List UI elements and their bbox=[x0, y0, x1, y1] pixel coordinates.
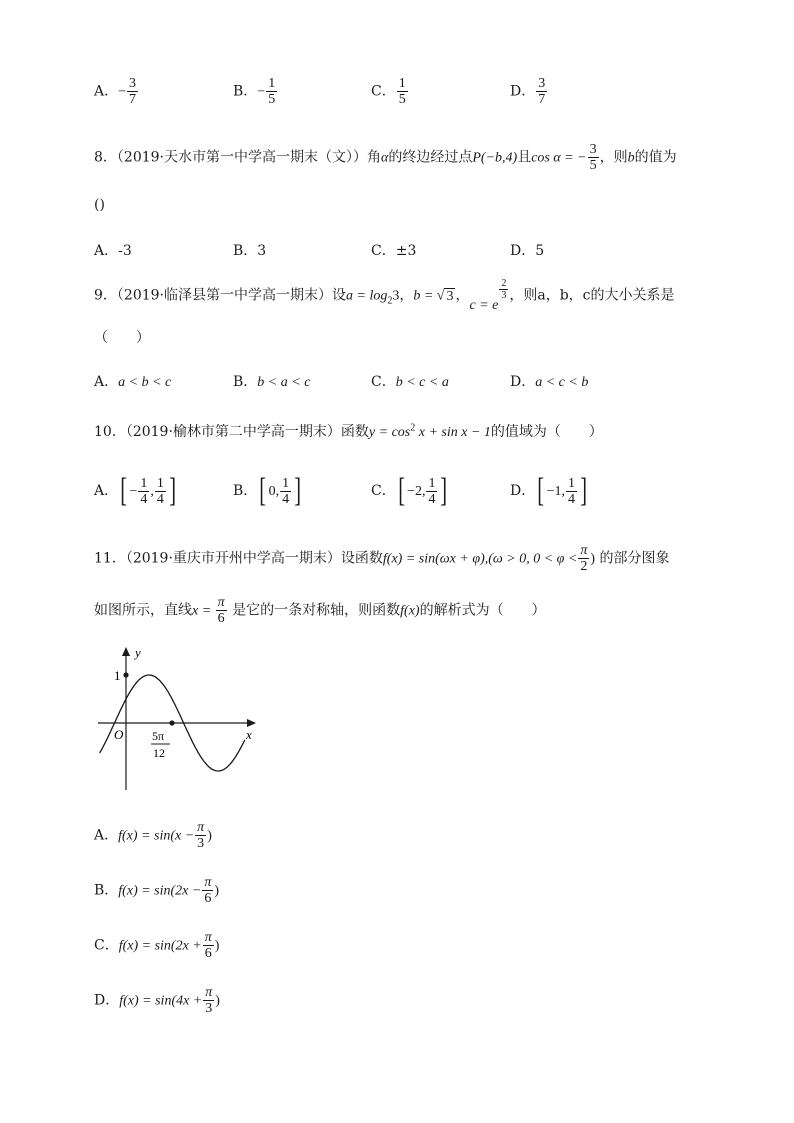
origin-label: O bbox=[114, 727, 124, 742]
exponent: 2 bbox=[410, 422, 416, 434]
option-label: D． bbox=[510, 483, 536, 499]
option-expr: f(x) = sin(2x + bbox=[118, 938, 202, 954]
option-expr: b < a < c bbox=[257, 375, 311, 390]
close-paren: ) bbox=[214, 938, 220, 954]
close-paren: ) bbox=[207, 828, 212, 844]
right-bracket: ] bbox=[580, 472, 588, 509]
q7-option-d bbox=[510, 76, 548, 107]
fraction bbox=[127, 76, 138, 107]
q10-option-c bbox=[371, 474, 450, 508]
numerator: 3 bbox=[589, 142, 597, 157]
q9-paren: （ ） bbox=[94, 330, 150, 346]
numerator: 3 bbox=[129, 76, 137, 91]
numerator: 3 bbox=[538, 76, 546, 91]
sqrt-sign: √ bbox=[436, 288, 445, 304]
text: 且 bbox=[517, 149, 532, 166]
text: 是它的一条对称轴，则函数 bbox=[232, 602, 401, 619]
q11-stem bbox=[94, 543, 670, 574]
option-expr: f(x) = sin(x − bbox=[118, 828, 195, 844]
numerator: 1 bbox=[282, 475, 290, 491]
option-label: C． bbox=[94, 937, 119, 954]
b-symbol: b bbox=[627, 150, 635, 166]
minus-sign: − bbox=[257, 84, 266, 100]
denominator: 4 bbox=[567, 491, 575, 507]
denominator: 4 bbox=[428, 491, 436, 507]
fraction bbox=[216, 595, 227, 626]
denominator: 4 bbox=[140, 491, 148, 507]
comma: ， bbox=[399, 287, 414, 304]
right-bracket: ] bbox=[169, 472, 176, 509]
q9-stem bbox=[94, 278, 675, 313]
log-base: 2 bbox=[387, 295, 393, 307]
q9-option-a bbox=[94, 371, 171, 391]
q11-option-b bbox=[94, 875, 219, 906]
fraction bbox=[588, 142, 599, 173]
left-bracket: [ bbox=[537, 472, 545, 509]
option-label: B． bbox=[233, 374, 258, 390]
tick-label-denominator: 12 bbox=[153, 746, 165, 760]
fraction bbox=[138, 476, 149, 507]
text: 的终边经过点 bbox=[388, 149, 473, 166]
q7-option-b bbox=[233, 76, 278, 107]
option-label: D． bbox=[510, 374, 536, 390]
option-expr: a < c < b bbox=[535, 375, 589, 390]
q11-option-a bbox=[94, 820, 212, 851]
q11-stem-line2 bbox=[94, 595, 546, 626]
numerator: π bbox=[197, 820, 205, 835]
q8-paren: () bbox=[94, 197, 105, 213]
line-expr: x = bbox=[192, 603, 215, 619]
fraction bbox=[203, 985, 214, 1016]
interval-left: −1, bbox=[546, 484, 565, 499]
numerator: π bbox=[204, 930, 212, 945]
option-label: B． bbox=[233, 483, 258, 499]
text: ，则a，b，c的大小关系是 bbox=[509, 287, 675, 304]
q8-option-b: B．3 bbox=[233, 243, 267, 259]
text: 的值为 bbox=[634, 149, 677, 166]
option-label: C． bbox=[371, 83, 396, 100]
fraction bbox=[578, 543, 589, 574]
fraction bbox=[397, 76, 408, 107]
denominator: 3 bbox=[205, 1001, 213, 1016]
alpha-symbol: α bbox=[381, 150, 389, 166]
option-label: A． bbox=[94, 83, 119, 100]
minus-sign: − bbox=[118, 84, 127, 100]
denominator: 6 bbox=[217, 611, 225, 626]
function-name: f(x) bbox=[400, 603, 420, 619]
exponent-fraction bbox=[499, 278, 508, 301]
numerator: 1 bbox=[156, 475, 164, 491]
fraction bbox=[536, 76, 547, 107]
close-paren: ) bbox=[590, 551, 596, 567]
option-label: B． bbox=[233, 83, 258, 100]
denominator: 4 bbox=[282, 491, 290, 507]
q11-prefix: 11．（2019·重庆市开州中学高一期末）设函数 bbox=[94, 550, 383, 567]
q11-option-c bbox=[94, 930, 219, 961]
fraction bbox=[266, 76, 277, 107]
numerator: 1 bbox=[398, 76, 406, 91]
function-expr-tail: x + sin x − 1 bbox=[415, 425, 491, 440]
numerator: 1 bbox=[567, 475, 575, 491]
right-bracket: ] bbox=[294, 472, 302, 509]
option-label: A． bbox=[94, 374, 119, 390]
option-label: B． bbox=[94, 882, 119, 899]
text: 的解析式为（ ） bbox=[419, 602, 546, 619]
q7-option-c bbox=[371, 76, 409, 107]
option-label: C． bbox=[371, 483, 396, 499]
c-expr: c = e bbox=[469, 297, 499, 313]
q10-prefix: 10．（2019·榆林市第二中学高一期末）函数 bbox=[94, 424, 369, 440]
option-label: C． bbox=[371, 374, 396, 390]
numerator: π bbox=[217, 595, 225, 610]
function-expr: f(x) = sin(ωx + φ),(ω > 0, 0 < φ < bbox=[382, 551, 578, 567]
denominator: 4 bbox=[156, 491, 164, 507]
numerator: 1 bbox=[428, 475, 436, 491]
option-label: D． bbox=[510, 83, 536, 100]
q10-option-d bbox=[510, 474, 589, 508]
left-bracket: [ bbox=[397, 472, 405, 509]
q9-option-d bbox=[510, 371, 588, 391]
denominator: 5 bbox=[398, 92, 406, 107]
numerator: 2 bbox=[501, 278, 507, 289]
a-expr: a = log bbox=[346, 288, 388, 304]
q9-option-c bbox=[371, 371, 449, 391]
fraction bbox=[203, 930, 214, 961]
numerator: 1 bbox=[140, 475, 148, 491]
option-expr: f(x) = sin(4x + bbox=[119, 993, 203, 1009]
denominator: 3 bbox=[197, 836, 205, 851]
cos-expr: cos α = − bbox=[531, 150, 587, 166]
fraction bbox=[195, 820, 206, 851]
sine-graph bbox=[94, 640, 264, 795]
b-expr: b = bbox=[413, 288, 437, 304]
q8-option-a: A．-3 bbox=[94, 243, 132, 259]
log-arg: 3 bbox=[392, 288, 400, 304]
tick-label-numerator: 5π bbox=[152, 729, 165, 743]
one-label: 1 bbox=[114, 668, 121, 683]
q8-stem bbox=[94, 142, 677, 173]
fraction bbox=[426, 476, 437, 507]
option-expr: b < c < a bbox=[395, 375, 449, 390]
fraction bbox=[202, 875, 213, 906]
q10-stem bbox=[94, 421, 603, 441]
q7-option-a bbox=[94, 76, 139, 107]
denominator: 7 bbox=[129, 92, 137, 107]
close-paren: ) bbox=[215, 993, 220, 1009]
text: 的值域为（ ） bbox=[490, 424, 603, 440]
numerator: 1 bbox=[268, 76, 276, 91]
fraction bbox=[280, 476, 291, 507]
comma: ， bbox=[455, 287, 470, 304]
interval-left: 0, bbox=[268, 484, 280, 499]
interval-left: − bbox=[129, 484, 138, 499]
option-expr: f(x) = sin(2x − bbox=[118, 883, 202, 899]
zero-point bbox=[169, 720, 174, 725]
q8-prefix: 8．（2019·天水市第一中学高一期末（文））角 bbox=[94, 149, 381, 166]
left-bracket: [ bbox=[259, 472, 267, 509]
denominator: 7 bbox=[538, 92, 546, 107]
option-label: D． bbox=[94, 992, 120, 1009]
text: 如图所示，直线 bbox=[94, 602, 192, 619]
left-bracket: [ bbox=[120, 472, 128, 509]
q10-option-a bbox=[94, 474, 178, 508]
fraction bbox=[155, 476, 166, 507]
denominator: 5 bbox=[589, 158, 597, 173]
point-expr: P(−b,4) bbox=[472, 150, 518, 166]
denominator: 6 bbox=[204, 946, 212, 961]
text: 的部分图象 bbox=[599, 550, 670, 567]
y-axis-arrow bbox=[122, 647, 130, 656]
y-intercept-point bbox=[123, 672, 128, 677]
interval-left: −2, bbox=[407, 484, 426, 499]
numerator: π bbox=[204, 875, 212, 890]
right-bracket: ] bbox=[440, 472, 448, 509]
q8-option-c: C．±3 bbox=[371, 243, 417, 259]
text: ，则 bbox=[599, 149, 628, 166]
q9-option-b bbox=[233, 371, 310, 391]
q9-prefix: 9．（2019·临泽县第一中学高一期末）设 bbox=[94, 287, 346, 304]
numerator: π bbox=[205, 985, 213, 1000]
y-axis-label: y bbox=[135, 645, 141, 660]
denominator: 6 bbox=[204, 891, 212, 906]
denominator: 2 bbox=[580, 559, 588, 574]
option-label: A． bbox=[94, 827, 119, 844]
denominator: 5 bbox=[268, 92, 276, 107]
x-axis-arrow bbox=[247, 719, 256, 727]
denominator: 3 bbox=[501, 290, 507, 301]
numerator: π bbox=[580, 543, 588, 558]
x-axis-label: x bbox=[246, 727, 252, 742]
separator: , bbox=[150, 484, 154, 499]
fraction bbox=[566, 476, 577, 507]
q10-option-b bbox=[233, 474, 303, 508]
q11-option-d bbox=[94, 985, 220, 1016]
option-expr: a < b < c bbox=[118, 375, 172, 390]
sqrt-radicand: 3 bbox=[446, 288, 454, 304]
option-label: A． bbox=[94, 483, 119, 499]
close-paren: ) bbox=[214, 883, 220, 899]
function-expr: y = cos bbox=[368, 425, 411, 440]
q8-option-d: D．5 bbox=[510, 243, 545, 259]
